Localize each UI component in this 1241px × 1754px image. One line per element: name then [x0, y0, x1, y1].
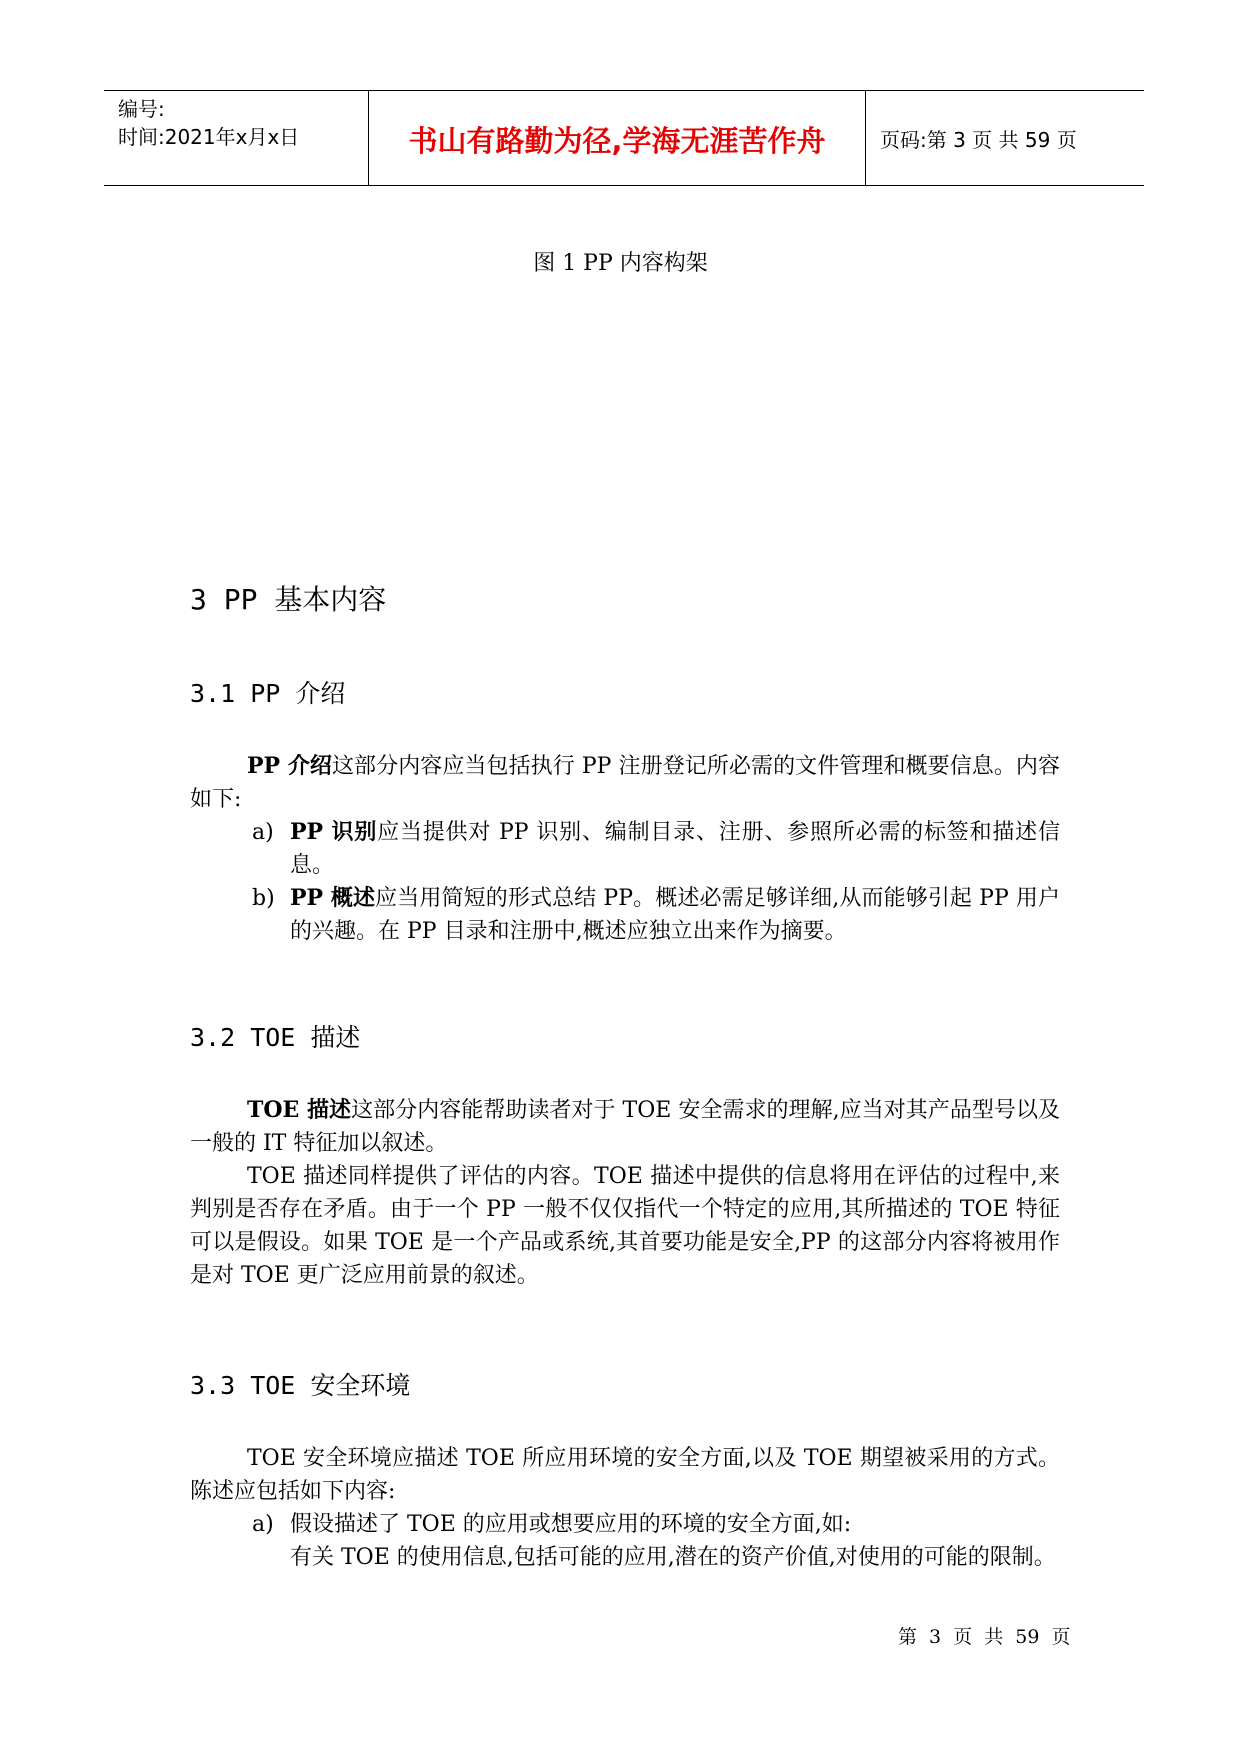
- list-marker: b): [252, 886, 275, 911]
- list-marker: a): [252, 820, 274, 845]
- para-bold-term: TOE 描述: [247, 1097, 352, 1123]
- section-3-3-para-1: [190, 1442, 1060, 1508]
- item-text: 应当用简短的形式总结 PP。概述必需足够详细,从而能够引起 PP 用户的兴趣。在 PP 目录和注册中,概述应独立出来作为摘要。: [290, 886, 1060, 944]
- section-3-3-heading: 3.3 TOE 安全环境: [190, 1371, 411, 1400]
- section-3-1-intro: [190, 750, 1060, 816]
- list-item: [252, 882, 1060, 948]
- para-text: TOE 描述同样提供了评估的内容。TOE 描述中提供的信息将用在评估的过程中,来判别是否存在矛盾。由于一个 PP 一般不仅仅指代一个特定的应用,其所描述的 TOE 特征可以是假设。如果 TOE 是一个产品或系统,其首要功能是安全,PP 的这部分内容将被用作是对 TOE 更广泛应用前景的叙述。: [190, 1164, 1060, 1288]
- section-3-1-heading: 3.1 PP 介绍: [190, 679, 346, 708]
- item-text: 假设描述了 TOE 的应用或想要应用的环境的安全方面,如:: [290, 1512, 852, 1537]
- header-right-cell: [866, 91, 1144, 185]
- header-motto: 书山有路勤为径,学海无涯苦作舟: [408, 124, 826, 158]
- list-marker: a): [252, 1512, 274, 1537]
- item-text: 应当提供对 PP 识别、编制目录、注册、参照所必需的标签和描述信息。: [290, 820, 1060, 878]
- para-text: TOE 安全环境应描述 TOE 所应用环境的安全方面,以及 TOE 期望被采用的方式。陈述应包括如下内容:: [190, 1446, 1060, 1504]
- section-3-2-para-2: [190, 1160, 1060, 1292]
- doc-time-label: 时间:2021年x月x日: [118, 125, 300, 149]
- section-3-2-para-1: [190, 1094, 1060, 1160]
- section-3-heading: 3 PP 基本内容: [190, 583, 387, 616]
- doc-number-label: 编号:: [118, 97, 165, 121]
- item-bold-term: PP 概述: [290, 885, 376, 911]
- intro-bold-term: PP 介绍: [247, 753, 332, 779]
- item-bold-term: PP 识别: [290, 819, 378, 845]
- list-item: [252, 816, 1060, 882]
- para-text: 这部分内容能帮助读者对于 TOE 安全需求的理解,应当对其产品型号以及一般的 IT 特征加以叙述。: [190, 1098, 1060, 1156]
- section-3-2-heading: 3.2 TOE 描述: [190, 1023, 361, 1052]
- header-motto-cell: [369, 91, 866, 185]
- intro-text: 这部分内容应当包括执行 PP 注册登记所必需的文件管理和概要信息。内容如下:: [190, 754, 1060, 812]
- figure-caption: 图 1 PP 内容构架: [533, 251, 708, 276]
- item-text-continued: 有关 TOE 的使用信息,包括可能的应用,潜在的资产价值,对使用的可能的限制。: [290, 1545, 1056, 1570]
- header-page-info: 页码:第 3 页 共 59 页: [880, 128, 1077, 152]
- page-footer: 第 3 页 共 59 页: [898, 1626, 1071, 1648]
- header-left-cell: [104, 91, 369, 185]
- list-item: [252, 1508, 1060, 1574]
- page-header: [104, 90, 1144, 186]
